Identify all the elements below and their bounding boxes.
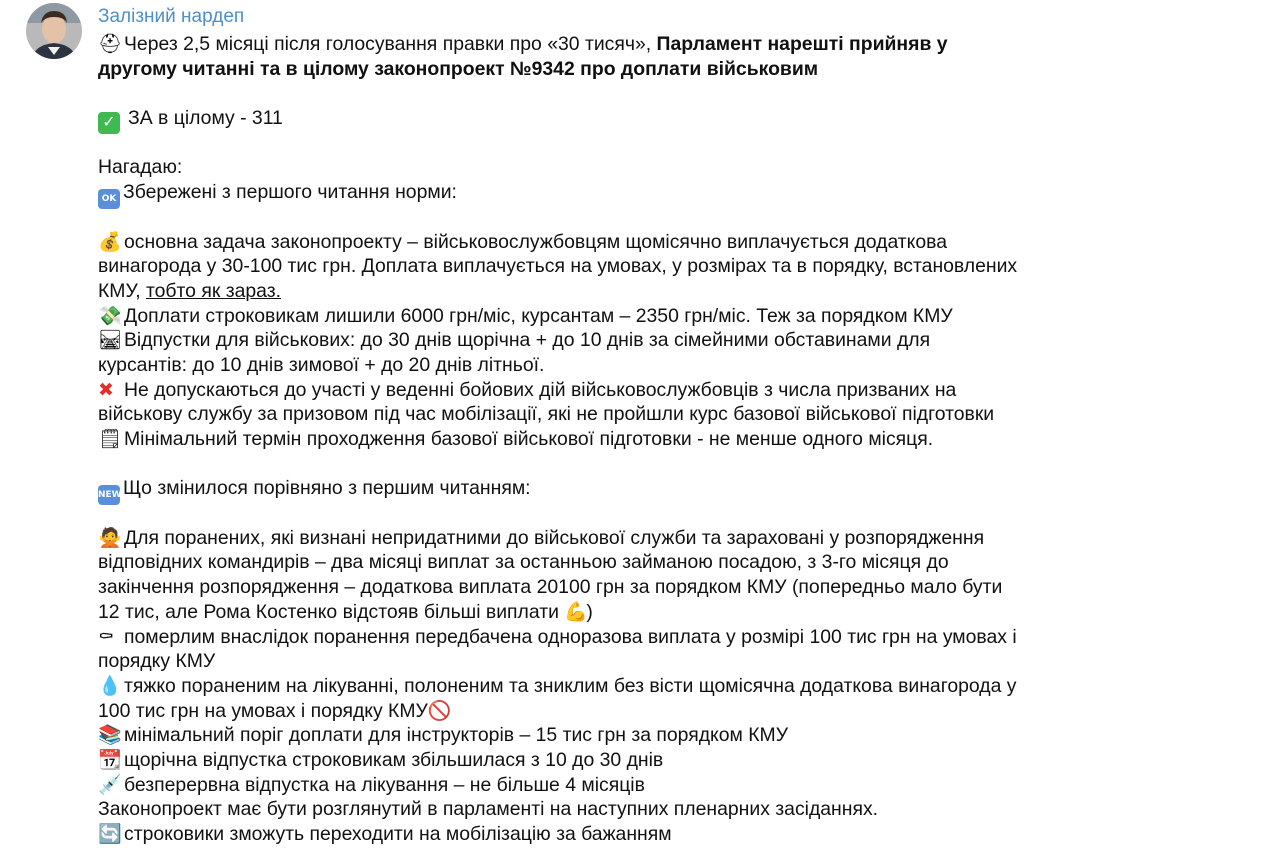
text-line: 12 тис, але Рома Костенко відстояв більші виплати 💪): [98, 600, 593, 623]
text-line: другому читанні та в цілому законопроект №9342 про доплати військовим: [98, 57, 819, 80]
text-line: 🗒Мінімальний термін проходження базової військової підготовки - не менше одного місяця.: [98, 428, 934, 450]
books-icon: 📚: [98, 724, 122, 747]
drop-of-blood-icon: 💧: [98, 674, 122, 697]
blank-line: [98, 131, 1128, 156]
text-line: закінчення розпорядження – додаткова виплата 20100 грн за порядком КМУ (попередньо мало бути: [98, 576, 1003, 599]
link-text[interactable]: тобто як зараз.: [145, 279, 282, 302]
text-line: ✖ Не допускаються до участі у веденні бойових дій військовослужбовців з числа призваних на: [98, 378, 957, 401]
text-line: порядку КМУ: [98, 650, 216, 673]
blank-line: [98, 452, 1128, 477]
text-line: відповідних командирів – два місяці виплат за останньою займаною посадою, з 3-го місяця до: [98, 551, 949, 574]
blank-line: [98, 501, 1128, 526]
text-line: 🔄 строковики зможуть переходити на мобілізацію за бажанням: [98, 823, 672, 845]
text-line: винагорода у 30-100 тис грн. Доплата виплачується на умовах, у розмірах та в порядку, встановлених: [98, 255, 1018, 278]
flexed-biceps-icon: 💪: [564, 600, 588, 623]
text-line: ⛑Через 2,5 місяці після голосування правки про «30 тисяч», Парламент нарешті прийняв у: [98, 33, 948, 55]
blank-line: [98, 205, 1128, 230]
coffin-icon: ⚰: [98, 625, 115, 648]
text-line: Законопроект має бути розглянутий в парламенті на наступних пленарних засіданнях.: [98, 798, 879, 821]
channel-name[interactable]: Залізний нардеп: [98, 6, 245, 27]
counterclockwise-arrows-icon: 🔄: [98, 823, 122, 845]
text-line: 💸 Доплати строковикам лишили 6000 грн/міс, курсантам – 2350 грн/міс. Теж за порядком КМУ: [98, 304, 953, 327]
military-helmet-icon: ⛑: [98, 33, 123, 55]
text-line: ✓ ЗА в цілому - 311: [98, 106, 1128, 131]
avatar[interactable]: [26, 3, 82, 59]
money-with-wings-icon: 💸: [98, 304, 122, 327]
prohibited-icon: 🚫: [427, 699, 452, 722]
text-line: Нагадаю:: [98, 156, 183, 179]
railway-track-icon: 🛤: [98, 329, 123, 352]
text-line: 💉 безперервна відпустка на лікування – не більше 4 місяців: [98, 773, 645, 796]
text-line: 🛤Відпустки для військових: до 30 днів щорічна + до 10 днів за сімейними обставинами для: [98, 329, 931, 352]
text-line: 💧 тяжко пораненим на лікуванні, полоненим та зниклим без вісти щомісячна додаткова винагорода у: [98, 674, 1017, 697]
text-line: військову службу за призовом під час мобілізації, які не пройшли курс базової військової підготовки: [98, 403, 995, 426]
new-button-icon: NEW: [98, 485, 120, 505]
text-line: 💰 основна задача законопроекту – військовослужбовцям щомісячно виплачується додаткова: [98, 230, 948, 253]
text-line: OK Збережені з першого читання норми:: [98, 180, 1128, 205]
text-line: КМУ, тобто як зараз.: [98, 279, 282, 302]
text-line: NEWЩо змінилося порівняно з першим читанням:: [98, 476, 1128, 501]
syringe-icon: 💉: [98, 773, 122, 796]
person-gesturing-icon: 🙅: [98, 526, 122, 549]
text-line: ⚰ померлим внаслідок поранення передбачена одноразова виплата у розмірі 100 тис грн на умовах і: [98, 625, 1017, 648]
text-line: 100 тис грн на умовах і порядку КМУ🚫: [98, 699, 1128, 724]
ok-button-icon: OK: [98, 189, 120, 209]
check-mark-icon: ✓: [98, 112, 120, 134]
text-line: 🙅 Для поранених, які визнані непридатними до військової служби та зараховані у розпорядження: [98, 526, 985, 549]
calendar-icon: 📆: [98, 748, 122, 771]
spiral-notepad-icon: 🗒: [98, 428, 123, 450]
cross-mark-icon: ✖: [98, 378, 114, 401]
text-line: 📚 мінімальний поріг доплати для інструкторів – 15 тис грн за порядком КМУ: [98, 724, 789, 747]
post-text: [98, 32, 1128, 847]
money-bag-icon: 💰: [98, 230, 122, 253]
text-line: 📆 щорічна відпустка строковикам збільшилася з 10 до 30 днів: [98, 748, 664, 771]
blank-line: [98, 81, 1128, 106]
text-line: курсантів: до 10 днів зимової + до 20 днів літньої.: [98, 353, 545, 376]
